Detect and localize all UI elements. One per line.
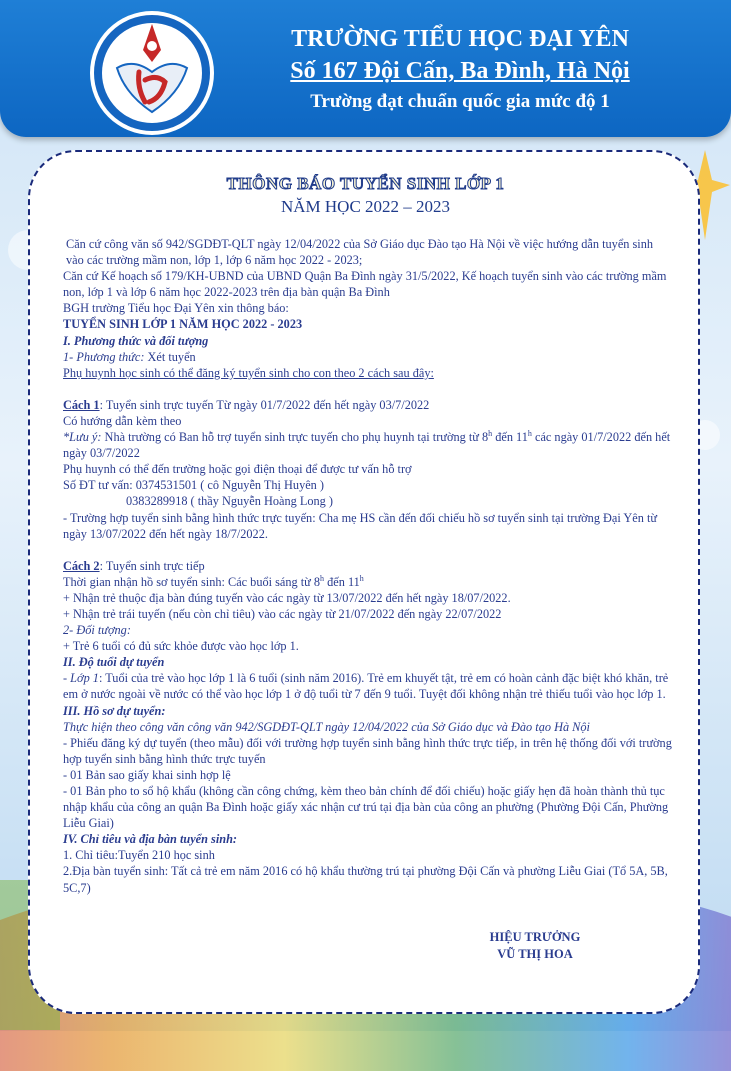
way2-time-text: Thời gian nhận hồ sơ tuyển sinh: Các buổi sáng từ 8 bbox=[63, 574, 321, 589]
method-line bbox=[63, 349, 673, 365]
phone-line: Số ĐT tư vấn: 0374531501 ( cô Nguyễn Thị Huyên ) bbox=[63, 478, 325, 493]
parents-note: Phụ huynh học sinh có thể đăng ký tuyển sinh cho con theo 2 cách sau đây: bbox=[63, 365, 434, 380]
contact-line: Phụ huynh có thể đến trường hoặc gọi điện thoại để được tư vấn hỗ trợ bbox=[63, 462, 412, 477]
target-text: + Trẻ 6 tuổi có đủ sức khỏe được vào học lớp 1. bbox=[63, 639, 299, 654]
way2-line bbox=[63, 558, 673, 574]
school-standard: Trường đạt chuẩn quốc gia mức độ 1 bbox=[310, 91, 610, 112]
way2-sup: h bbox=[320, 573, 325, 583]
way2-text: : Tuyển sinh trực tiếp bbox=[99, 558, 205, 573]
note-label: *Lưu ý: bbox=[63, 430, 102, 445]
phone-line: 0383289918 ( thầy Nguyễn Hoàng Long ) bbox=[126, 494, 333, 509]
way1-guide: Có hướng dẫn kèm theo bbox=[63, 413, 182, 428]
docs-item: - 01 Bản pho to sổ hộ khẩu (không cần công chứng, kèm theo bản chính để đối chiếu) hoặc giấy hẹn đã hoàn thành thủ tục nhập khẩu của công an quận Ba Đình hoặc giấy xác nhận cư trú tại địa bàn của công an phường (Phường Đội Cấn, Phường Liễu Giai) bbox=[63, 784, 669, 831]
area-line: 2.Địa bàn tuyển sinh: Tất cả trẻ em năm 2016 có hộ khẩu thường trú tại phường Đội Cấn và phường Liễu Giai (Tổ 5A, 5B, 5C,7) bbox=[63, 864, 668, 895]
online-compare: - Trường hợp tuyển sinh bằng hình thức trực tuyến: Cha mẹ HS cần đến đối chiếu hồ sơ tuyển sinh tại trường Đại Yên từ ngày 13/07/2022 đến hết ngày 18/7/2022. bbox=[63, 510, 658, 541]
notice-body bbox=[63, 236, 673, 896]
signer-title: HIỆU TRƯỞNG bbox=[489, 930, 581, 944]
main-heading: TUYỂN SINH LỚP 1 NĂM HỌC 2022 - 2023 bbox=[63, 317, 303, 332]
docs-basis: Thực hiện theo công văn công văn 942/SGDĐT-QLT ngày 12/04/2022 của Sở Giáo dục và Đào tạo Hà Nội bbox=[63, 719, 590, 734]
note-sup: h bbox=[527, 428, 532, 438]
way2-label: Cách 2 bbox=[63, 558, 100, 573]
note-sup: h bbox=[488, 428, 493, 438]
section-heading: III. Hồ sơ dự tuyển: bbox=[63, 703, 166, 718]
target-heading: 2- Đối tượng: bbox=[63, 623, 131, 638]
school-name: TRƯỜNG TIỂU HỌC ĐẠI YÊN bbox=[291, 26, 629, 52]
school-address: Số 167 Đội Cấn, Ba Đình, Hà Nội bbox=[290, 58, 630, 84]
section-heading: II. Độ tuổi dự tuyển bbox=[63, 655, 165, 670]
note-text: Nhà trường có Ban hỗ trợ tuyển sinh trực tuyến cho phụ huynh tại trường từ 8 bbox=[101, 430, 489, 445]
quota-line: 1. Chỉ tiêu:Tuyển 210 học sinh bbox=[63, 848, 215, 863]
method-value: Xét tuyển bbox=[144, 349, 196, 364]
note-text: đến 11 bbox=[492, 430, 528, 445]
signer-name: VŨ THỊ HOA bbox=[497, 947, 573, 961]
age-detail: : Tuổi của trẻ vào học lớp 1 là 6 tuổi (sinh năm 2016). Trẻ em khuyết tật, trẻ em có hoàn cảnh đặc biệt khó khăn, trẻ em ở nước ngoài về nước có thể vào học lớp 1 ở độ tuổi từ 7 đến 9 tuổi. Tuyệt đối không nhận trẻ thiếu tuổi vào học lớp 1. bbox=[63, 671, 669, 702]
support-note bbox=[63, 429, 673, 461]
docs-item: - Phiếu đăng ký dự tuyển (theo mẫu) đối với trường hợp tuyển sinh bằng hình thức trực tiếp, in trên hệ thống đối với trường hợp tuyển sinh bằng hình thức trực tuyến bbox=[63, 735, 672, 766]
signature-block bbox=[460, 929, 610, 963]
method-label: 1- Phương thức: bbox=[63, 349, 145, 364]
intro-paragraph: BGH trường Tiểu học Đại Yên xin thông báo: bbox=[63, 301, 289, 316]
school-logo-icon bbox=[89, 10, 215, 136]
note-text: các ngày 01/7/2022 đến hết ngày 03/7/2022 bbox=[63, 430, 671, 461]
age-text bbox=[63, 670, 673, 702]
way1-text: : Tuyển sinh trực tuyến Từ ngày 01/7/2022 đến hết ngày 03/7/2022 bbox=[99, 397, 430, 412]
school-header bbox=[0, 0, 731, 137]
intro-paragraph: Căn cứ Kế hoạch số 179/KH-UBND của UBND Quận Ba Đình ngày 31/5/2022, Kế hoạch tuyển sinh vào các trường mầm non, lớp 1 và lớp 6 năm học 2022-2023 trên địa bàn quận Ba Đình bbox=[63, 269, 667, 300]
intro-paragraph: Căn cứ công văn số 942/SGDĐT-QLT ngày 12/04/2022 của Sở Giáo dục Đào tạo Hà Nội về việc hướng dẫn tuyển sinh vào các trường mầm non, lớp 1, lớp 6 năm học 2022 - 2023; bbox=[66, 237, 654, 268]
in-route-line: + Nhận trẻ thuộc địa bàn đúng tuyến vào các ngày từ 13/07/2022 đến hết ngày 18/07/2022. bbox=[63, 590, 511, 605]
section-heading: I. Phương thức và đối tượng bbox=[63, 333, 209, 348]
way1-label: Cách 1 bbox=[63, 397, 100, 412]
way2-sup: h bbox=[359, 573, 364, 583]
age-label: - Lớp 1 bbox=[63, 671, 99, 686]
docs-item: - 01 Bản sao giấy khai sinh hợp lệ bbox=[63, 767, 231, 782]
out-route-line: + Nhận trẻ trái tuyến (nếu còn chỉ tiêu) vào các ngày từ 21/07/2022 đến ngày 22/07/2022 bbox=[63, 606, 502, 621]
way2-time-text: đến 11 bbox=[324, 574, 360, 589]
way2-time bbox=[63, 574, 673, 590]
notice-title: THÔNG BÁO TUYỂN SINH LỚP 1 bbox=[226, 174, 505, 193]
section-heading: IV. Chỉ tiêu và địa bàn tuyển sinh: bbox=[63, 832, 238, 847]
way1-line bbox=[63, 397, 673, 413]
notice-year: NĂM HỌC 2022 – 2023 bbox=[280, 197, 451, 216]
